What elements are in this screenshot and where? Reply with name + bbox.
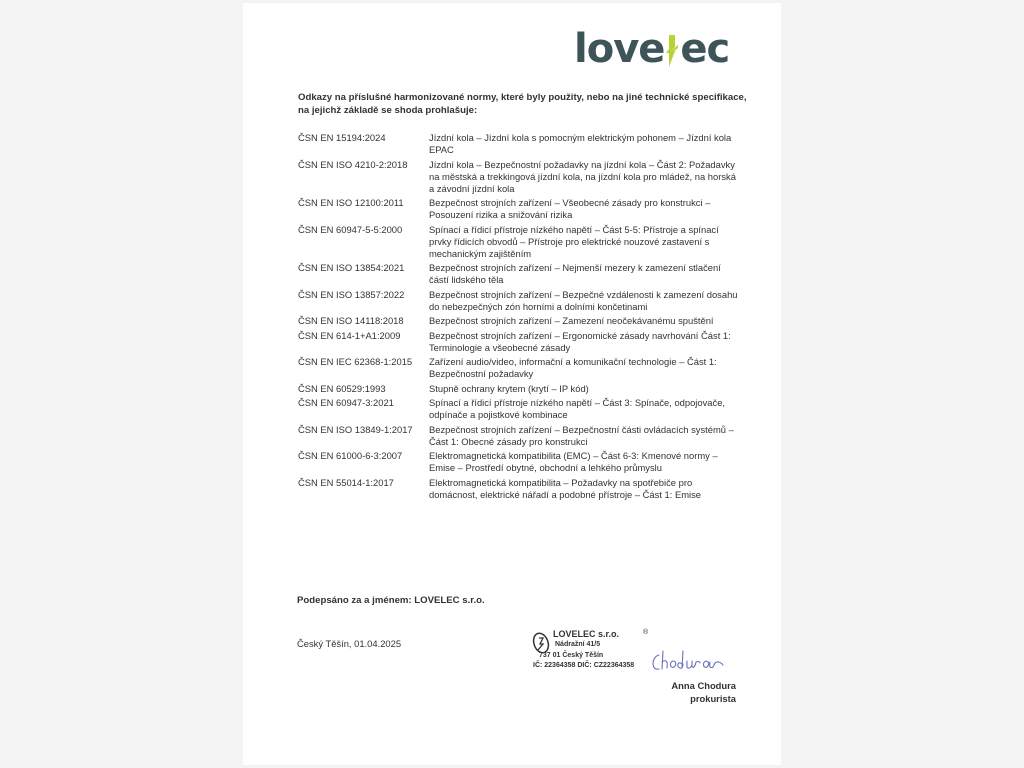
norm-row xyxy=(298,383,748,395)
signed-on-behalf-label: Podepsáno za a jménem: LOVELEC s.r.o. xyxy=(297,595,485,606)
norm-description: Bezpečnost strojních zařízení – Nejmenší mezery k zamezení stlačení částí lidského těla xyxy=(429,262,721,285)
norm-row xyxy=(298,315,748,327)
stamp-company-ids: IČ: 22364358 DIČ: CZ22364358 xyxy=(533,662,635,669)
norms-list xyxy=(298,132,748,503)
norm-code: ČSN EN ISO 14118:2018 xyxy=(298,315,404,326)
norm-description: Jízdní kola – Bezpečnostní požadavky na jízdní kola – Část 2: Požadavky na městská a trekkingová jízdní kola, na jízdní kola pro mládež, na horská a závodní jízdní kola xyxy=(429,158,736,194)
signer-name: Anna Chodura xyxy=(671,680,736,691)
norm-row xyxy=(298,450,748,474)
lightning-bolt-icon xyxy=(665,29,679,69)
norm-row xyxy=(298,356,748,380)
norm-row xyxy=(298,397,748,421)
norm-description: Jízdní kola – Jízdní kola s pomocným elektrickým pohonem – Jízdní kola EPAC xyxy=(429,132,732,155)
norm-description: Stupně ochrany krytem (krytí – IP kód) xyxy=(429,382,589,394)
norm-code: ČSN EN IEC 62368-1:2015 xyxy=(298,356,413,367)
intro-heading: Odkazy na příslušné harmonizované normy, které byly použity, nebo na jiné technické specifikace, na jejichž základě se shoda prohlašuje: xyxy=(298,92,747,116)
norm-row xyxy=(298,262,748,286)
norm-row xyxy=(298,224,748,260)
norm-code: ČSN EN ISO 4210-2:2018 xyxy=(298,158,408,170)
norm-code: ČSN EN 55014-1:2017 xyxy=(298,476,394,488)
norm-description: Elektromagnetická kompatibilita (EMC) – Část 6-3: Kmenové normy – Emise – Prostředí obytné, obchodní a lehkého průmyslu xyxy=(429,450,718,473)
norm-description: Bezpečnost strojních zařízení – Zamezení neočekávanému spuštění xyxy=(429,315,714,326)
logo-text-left: love xyxy=(574,26,665,72)
signer-block xyxy=(633,679,736,705)
norm-code: ČSN EN 60947-3:2021 xyxy=(298,397,394,408)
norm-description: Spínací a řídicí přístroje nízkého napětí – Část 3: Spínače, odpojovače, odpínače a pojistkové kombinace xyxy=(429,397,726,420)
norm-code: ČSN EN 15194:2024 xyxy=(298,132,386,143)
lovelec-logo xyxy=(574,21,730,72)
handwritten-signature xyxy=(649,647,741,679)
norm-row xyxy=(298,477,748,501)
norm-description: Spínací a řídicí přístroje nízkého napětí – Část 5-5: Přístroje a spínací prvky řídicích obvodů – Přístroje pro elektrické nouzové zastavení s mechanickým zajištěním xyxy=(429,223,719,259)
company-stamp xyxy=(531,627,657,677)
stamp-city: 737 01 Český Těšín xyxy=(539,652,604,659)
stamp-registered-mark: ® xyxy=(643,629,649,636)
norm-row xyxy=(298,197,748,221)
stamp-street: Nádražní 41/5 xyxy=(555,641,601,648)
norm-code: ČSN EN ISO 13857:2022 xyxy=(298,288,405,300)
stamp-company-name: LOVELEC s.r.o. xyxy=(553,629,620,639)
norm-description: Zařízení audio/video, informační a komunikační technologie – Část 1: Bezpečnostní požadavky xyxy=(429,356,717,379)
place-and-date: Český Těšín, 01.04.2025 xyxy=(297,638,402,649)
norm-description: Elektromagnetická kompatibilita – Požadavky na spotřebiče pro domácnost, elektrické nářadí a podobné přístroje – Část 1: Emise xyxy=(429,476,702,500)
norm-description: Bezpečnost strojních zařízení – Všeobecné zásady pro konstrukci – Posouzení rizika a snižování rizika xyxy=(429,197,711,220)
norm-description: Bezpečnost strojních zařízení – Bezpečné vzdálenosti k zamezení dosahu do nebezpečných zón horními a dolními končetinami xyxy=(429,288,738,312)
norm-code: ČSN EN 61000-6-3:2007 xyxy=(298,450,403,461)
norm-code: ČSN EN ISO 12100:2011 xyxy=(298,197,404,208)
norm-row xyxy=(298,330,748,354)
signer-role: prokurista xyxy=(690,693,736,704)
norm-row xyxy=(298,132,748,156)
document-page xyxy=(243,3,781,765)
norm-row xyxy=(298,424,748,448)
norm-row xyxy=(298,289,748,313)
norm-code: ČSN EN 614-1+A1:2009 xyxy=(298,329,401,341)
norm-code: ČSN EN ISO 13854:2021 xyxy=(298,262,405,273)
norm-code: ČSN EN 60529:1993 xyxy=(298,382,386,394)
norm-code: ČSN EN ISO 13849-1:2017 xyxy=(298,423,413,435)
norm-row xyxy=(298,159,748,195)
logo-text-right: ec xyxy=(680,26,730,72)
norm-description: Bezpečnost strojních zařízení – Bezpečnostní části ovládacích systémů – Část 1: Obecné zásady pro konstrukci xyxy=(429,423,734,447)
norm-code: ČSN EN 60947-5-5:2000 xyxy=(298,223,403,235)
norm-description: Bezpečnost strojních zařízení – Ergonomické zásady navrhování Část 1: Terminologie a všeobecné zásady xyxy=(429,329,731,353)
